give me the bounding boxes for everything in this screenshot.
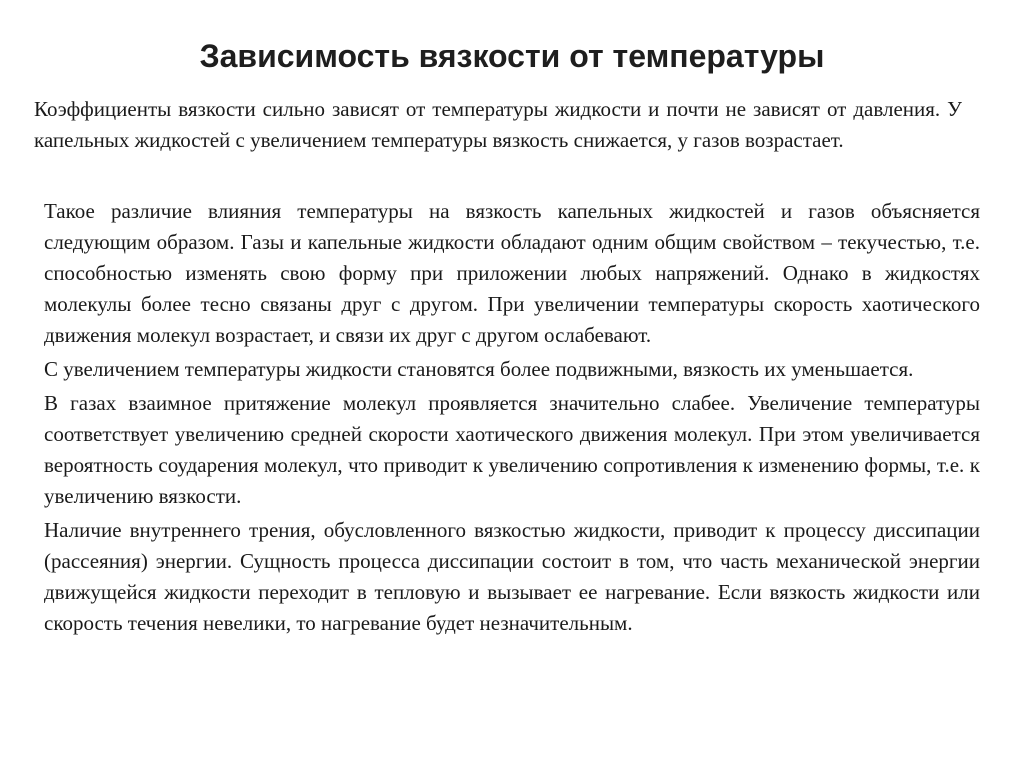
paragraph-dissipation: Наличие внутреннего трения, обусловленного вязкостью жидкости, приводит к процессу диссипации (рассеяния) энергии. Сущность процесса диссипации состоит в том, что часть механической энергии движущейся жидкости переходит в тепловую и вызывает ее нагревание. Если вязкость жидкости или скорость течения невелики, то нагревание будет незначительным. bbox=[44, 518, 980, 635]
paragraph-liquids: С увеличением температуры жидкости становятся более подвижными, вязкость их уменьшается. bbox=[44, 357, 914, 381]
paragraph-explanation: Такое различие влияния температуры на вязкость капельных жидкостей и газов объясняется следующим образом. Газы и капельные жидкости обладают одним общим свойством – текучестью, т.е. способностью изменять свою форму при приложении любых напряжений. Однако в жидкостях молекулы более тесно связаны друг с другом. При увеличении температуры скорость хаотического движения молекул возрастает, и связи их друг с другом ослабевают. bbox=[44, 199, 980, 347]
body-text bbox=[44, 196, 980, 642]
intro-paragraph: Коэффициенты вязкости сильно зависят от температуры жидкости и почти не зависят от давления. У капельных жидкостей с увеличением температуры вязкость снижается, у газов возрастает. bbox=[34, 97, 962, 152]
slide-title: Зависимость вязкости от температуры bbox=[199, 38, 825, 74]
paragraph-gases: В газах взаимное притяжение молекул проявляется значительно слабее. Увеличение температуры соответствует увеличению средней скорости хаотического движения молекул. При этом увеличивается вероятность соударения молекул, что приводит к увеличению сопротивления к изменению формы, т.е. к увеличению вязкости. bbox=[44, 391, 980, 508]
